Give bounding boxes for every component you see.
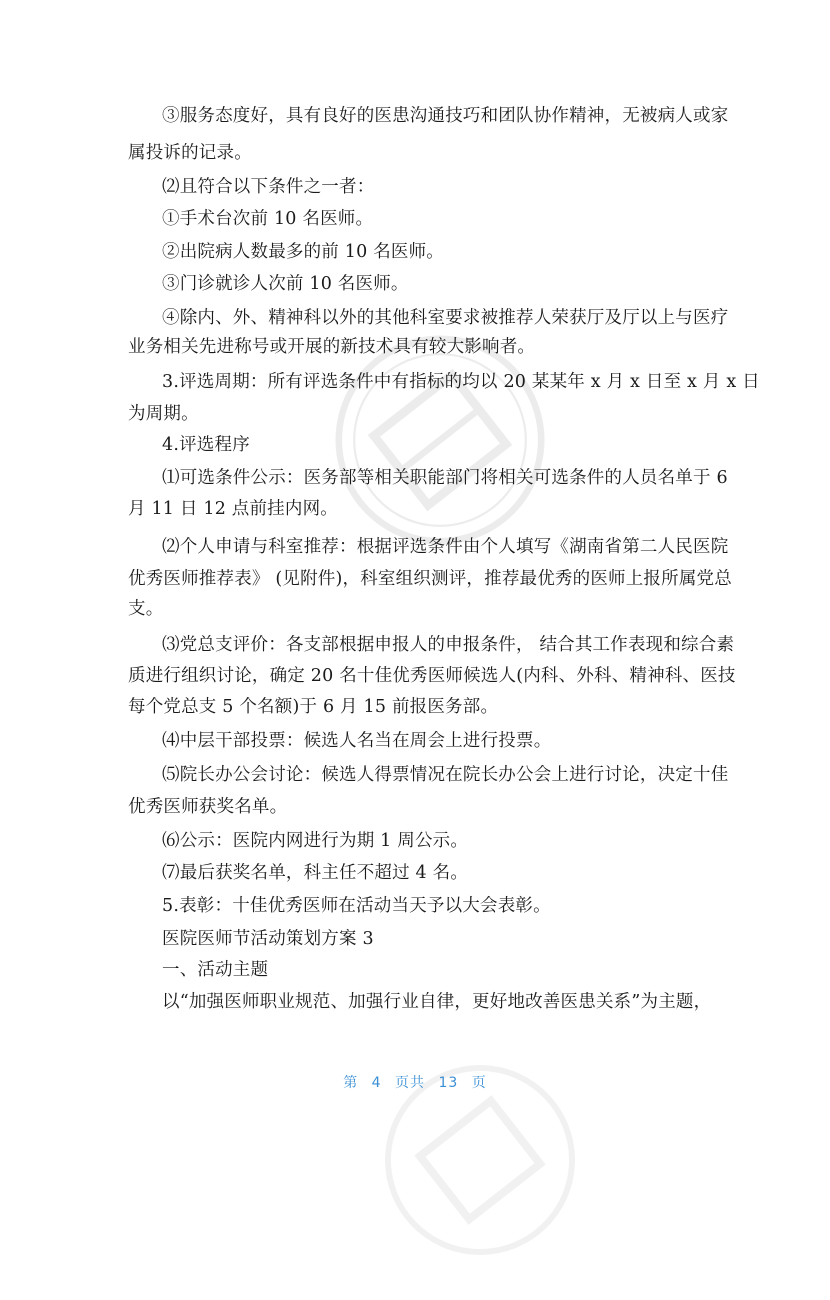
paragraph-line: 5.表彰：十佳优秀医师在活动当天予以大会表彰。 — [162, 896, 551, 916]
page-number-footer: 第 4 页共 13 页 — [343, 1075, 487, 1091]
paragraph-line: ⑷中层干部投票：候选人名当在周会上进行投票。 — [162, 731, 552, 751]
paragraph-line: ①手术台次前 10 名医师。 — [162, 209, 374, 229]
section-heading: 4.评选程序 — [162, 435, 250, 455]
section-heading: 医院医师节活动策划方案 3 — [162, 929, 374, 949]
watermark-seal-icon — [340, 1020, 621, 1300]
paragraph-line: 支。 — [128, 599, 164, 619]
paragraph-line: 业务相关先进称号或开展的新技术具有较大影响者。 — [128, 337, 536, 357]
paragraph-line: ⑵且符合以下条件之一者： — [162, 177, 375, 197]
paragraph-line: 月 11 日 12 点前挂内网。 — [128, 499, 338, 519]
paragraph-line: ⑵个人申请与科室推荐：根据评选条件由个人填写《湖南省第二人民医院 — [162, 537, 729, 557]
paragraph-line: 3.评选周期：所有评选条件中有指标的均以 20 某某年 x 月 x 日至 x 月 x 日 — [162, 372, 760, 392]
paragraph-line: ④除内、外、精神科以外的其他科室要求被推荐人荣获厅及厅以上与医疗 — [162, 308, 729, 328]
paragraph-line: ⑴可选条件公示：医务部等相关职能部门将相关可选条件的人员名单于 6 — [162, 468, 728, 488]
paragraph-line: 优秀医师获奖名单。 — [128, 797, 288, 817]
paragraph-line: 属投诉的记录。 — [128, 143, 252, 163]
paragraph-line: 为周期。 — [128, 404, 199, 424]
paragraph-line: ③门诊就诊人次前 10 名医师。 — [162, 274, 409, 294]
paragraph-line: 质进行组织讨论，确定 20 名十佳优秀医师候选人(内科、外科、精神科、医技 — [128, 666, 736, 686]
paragraph-line: 以“加强医师职业规范、加强行业自律，更好地改善医患关系”为主题， — [162, 992, 712, 1012]
paragraph-line: ⑹公示：医院内网进行为期 1 周公示。 — [162, 831, 469, 851]
paragraph-line: ⑸院长办公会讨论：候选人得票情况在院长办公会上进行讨论，决定十佳 — [162, 765, 729, 785]
section-heading: 一、活动主题 — [162, 960, 269, 980]
paragraph-line: 每个党总支 5 个名额)于 6 月 15 前报医务部。 — [128, 697, 499, 717]
paragraph-line: 优秀医师推荐表》 (见附件)，科室组织测评，推荐最优秀的医师上报所属党总 — [128, 569, 732, 589]
paragraph-line: ③服务态度好，具有良好的医患沟通技巧和团队协作精神，无被病人或家 — [162, 106, 729, 126]
paragraph-line: ⑺最后获奖名单，科主任不超过 4 名。 — [162, 863, 469, 883]
paragraph-line: ⑶党总支评价：各支部根据申报人的申报条件， 结合其工作表现和综合素 — [162, 635, 735, 655]
paragraph-line: ②出院病人数最多的前 10 名医师。 — [162, 242, 444, 262]
